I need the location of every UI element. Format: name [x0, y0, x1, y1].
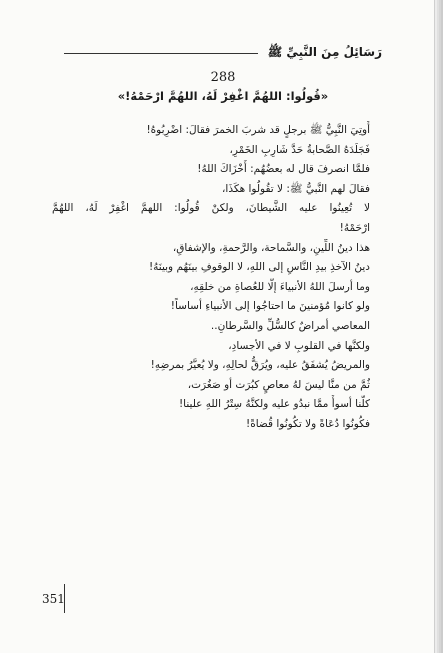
body-line: لا تُعِينُوا عليه الشَّيطانَ، ولكنْ قُولُوا: اللهمَّ اغْفِرْ لَهُ، اللهُمَّ: [52, 202, 370, 215]
body-line: وما أرسلَ اللهُ الأنبياءَ إلَّا للعُصاةِ من خلقِهِ،: [190, 280, 370, 293]
body-line: فقالَ لهم النَّبيُّ ﷺ: لا تقُولُوا هكَذَا،: [222, 182, 370, 195]
page-number: 351: [42, 592, 65, 606]
body-line: فَجَلَدَهُ الصَّحابةُ حَدَّ شَارِبِ الخَمْرِ،: [229, 143, 370, 156]
body-text: [52, 121, 370, 435]
body-line: ثُمَّ من منَّا ليسَ لهُ معاصٍ كبُرَت أو صَغُرَت،: [187, 378, 370, 391]
book-title: رَسَائِلُ مِنَ النَّبِيِّ ﷺ: [267, 44, 382, 59]
body-line: ولو كانوا مُؤمنينَ ما احتاجُوا إلى الأنبياءِ أساساً!: [170, 300, 370, 313]
body-line: أُوتِيَ النَّبِيُّ ﷺ برجلٍ قد شربَ الخمرَ فقالَ: اضْرِبُوهُ!: [146, 124, 370, 136]
body-line: ولكنَّها في القلوبِ لا في الأجسادِ،: [228, 339, 370, 352]
body-line: دينُ الآخذِ بيدِ النَّاسِ إلى اللهِ، لا الوقوفِ بينَهُم وبينَهُ!: [148, 261, 370, 274]
header-rule: [64, 53, 258, 54]
body-line: ارْحَمْهُ!: [339, 221, 370, 234]
running-header: [64, 44, 382, 62]
body-line: والمريضُ يُشفَقُ عليه، ويُرَقُّ لحالِهِ، ولا يُعيَّرُ بمرضِهِ!: [150, 359, 370, 372]
body-line: فكُونُوا دُعَاةً ولا تكُونُوا قُضاةً!: [245, 417, 370, 430]
entry-number: 288: [210, 70, 236, 85]
body-line: هذا دينُ اللِّينِ، والسَّماحة، والرَّحمةِ، والإشفاقِ،: [172, 241, 370, 254]
body-line: المعاصي أمراضٌ كالسُّلِّ والسَّرطانِ..: [210, 319, 370, 332]
entry-subtitle: «قُولُوا: اللهُمَّ اغْفِرْ لَهُ، اللهُمَّ ارْحَمْهُ!»: [117, 89, 329, 103]
body-line: فلمَّا انصرفَ قال له بعضُهُم: أَخْزَاكَ اللهُ!: [197, 163, 370, 176]
body-line: كلُّنا أسوأُ ممَّا نبدُو عليه ولكنَّهُ سِتْرُ اللهِ علينا!: [178, 398, 370, 411]
